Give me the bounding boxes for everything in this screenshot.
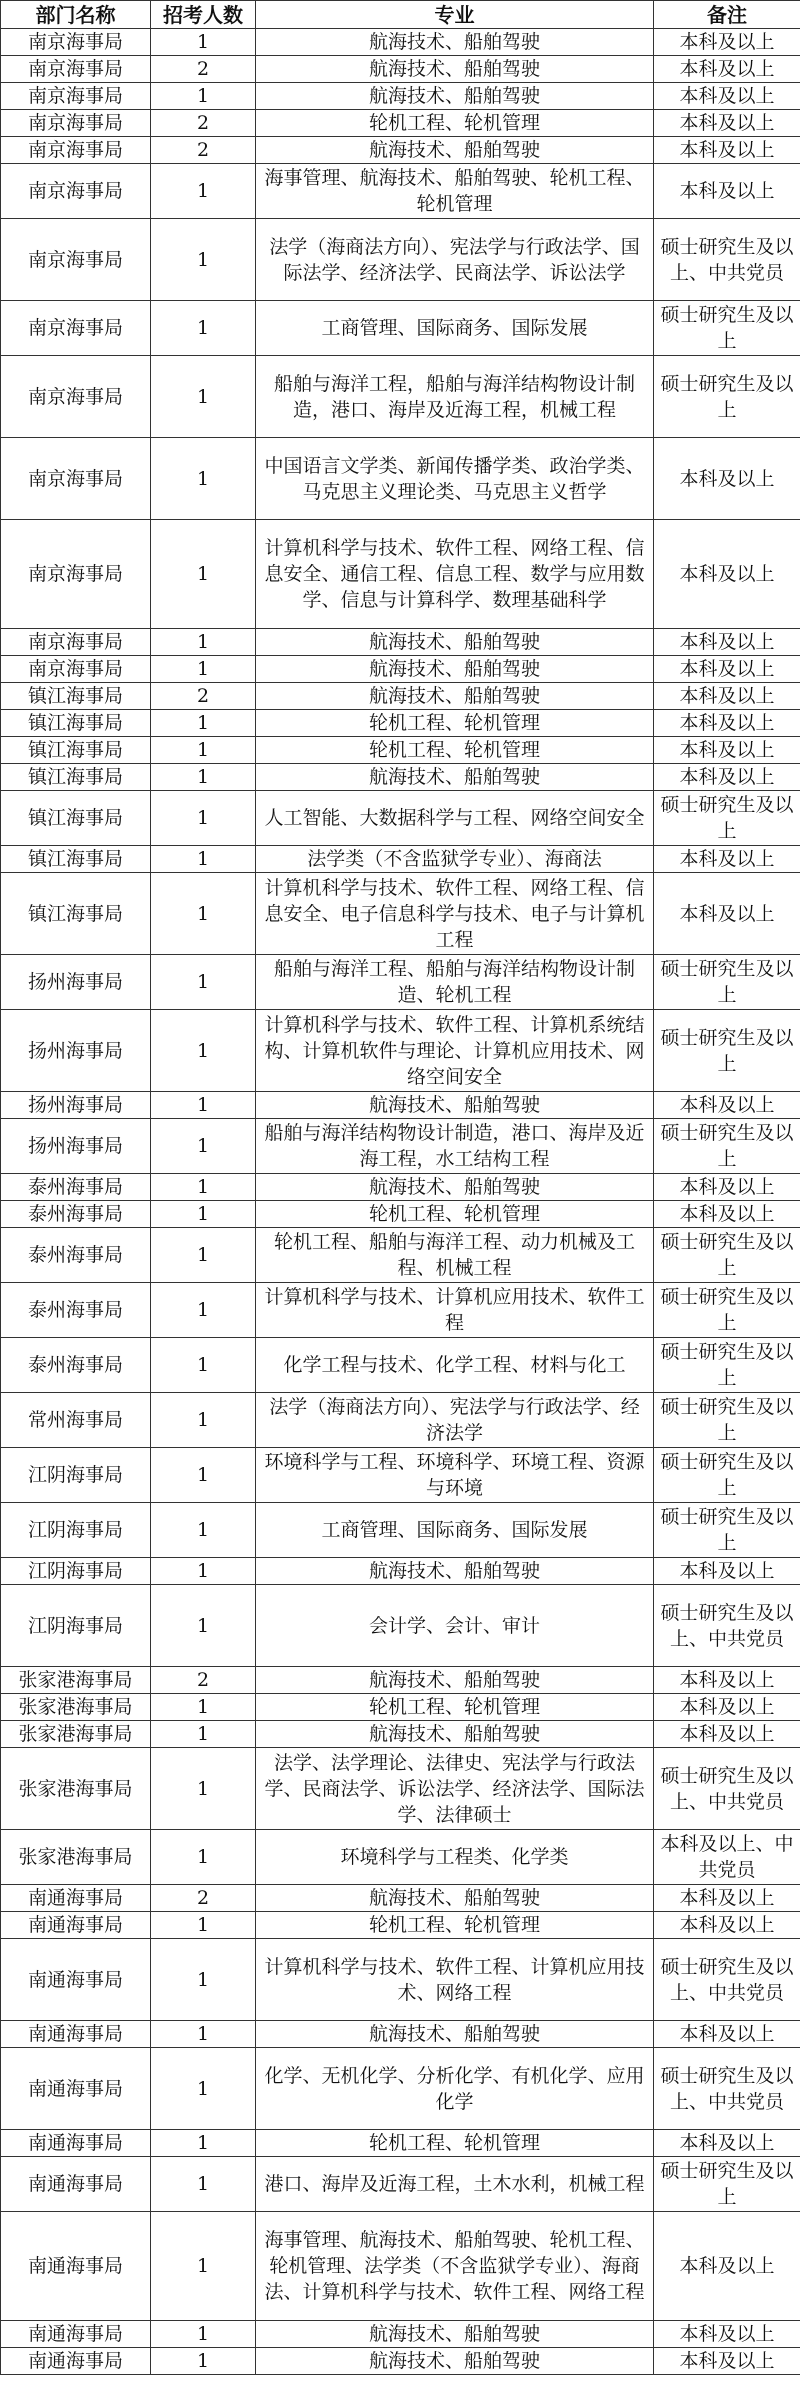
cell-count: 1 <box>151 2321 256 2348</box>
cell-dept: 扬州海事局 <box>1 1010 151 1092</box>
cell-note: 硕士研究生及以上 <box>654 1283 800 1338</box>
cell-dept: 泰州海事局 <box>1 1283 151 1338</box>
cell-note: 本科及以上 <box>654 873 800 955</box>
cell-note: 硕士研究生及以上 <box>654 2157 800 2212</box>
cell-major: 会计学、会计、审计 <box>256 1585 654 1667</box>
cell-note: 硕士研究生及以上 <box>654 301 800 356</box>
cell-major: 轮机工程、轮机管理 <box>256 110 654 137</box>
table-row <box>1 1283 800 1338</box>
cell-major: 航海技术、船舶驾驶 <box>256 764 654 791</box>
cell-count: 1 <box>151 764 256 791</box>
cell-count: 1 <box>151 1558 256 1585</box>
cell-note: 硕士研究生及以上 <box>654 791 800 846</box>
cell-dept: 南通海事局 <box>1 2021 151 2048</box>
cell-major: 轮机工程、轮机管理 <box>256 710 654 737</box>
cell-note: 硕士研究生及以上 <box>654 1228 800 1283</box>
cell-dept: 常州海事局 <box>1 1393 151 1448</box>
table-row <box>1 1694 800 1721</box>
table-row <box>1 29 800 56</box>
table-row <box>1 683 800 710</box>
cell-count: 1 <box>151 1201 256 1228</box>
table-row <box>1 1010 800 1092</box>
cell-dept: 南通海事局 <box>1 1912 151 1939</box>
table-row <box>1 1912 800 1939</box>
cell-note: 本科及以上 <box>654 2212 800 2321</box>
cell-dept: 江阴海事局 <box>1 1558 151 1585</box>
cell-major: 港口、海岸及近海工程，土木水利，机械工程 <box>256 2157 654 2212</box>
table-row <box>1 1721 800 1748</box>
cell-major: 法学类（不含监狱学专业）、海商法 <box>256 846 654 873</box>
cell-major: 航海技术、船舶驾驶 <box>256 1667 654 1694</box>
cell-note: 本科及以上 <box>654 2130 800 2157</box>
cell-note: 本科及以上、中共党员 <box>654 1830 800 1885</box>
cell-note: 本科及以上 <box>654 110 800 137</box>
cell-dept: 泰州海事局 <box>1 1228 151 1283</box>
cell-major: 航海技术、船舶驾驶 <box>256 1558 654 1585</box>
table-row <box>1 1201 800 1228</box>
cell-count: 1 <box>151 1585 256 1667</box>
cell-note: 本科及以上 <box>654 2321 800 2348</box>
cell-dept: 南京海事局 <box>1 656 151 683</box>
table-row <box>1 2048 800 2130</box>
cell-major: 轮机工程、轮机管理 <box>256 737 654 764</box>
table-row <box>1 2348 800 2375</box>
cell-major: 法学（海商法方向）、宪法学与行政法学、经济法学 <box>256 1393 654 1448</box>
header-count: 招考人数 <box>151 1 256 29</box>
cell-note: 本科及以上 <box>654 1174 800 1201</box>
table-row <box>1 2130 800 2157</box>
cell-dept: 南京海事局 <box>1 438 151 520</box>
cell-dept: 镇江海事局 <box>1 683 151 710</box>
cell-note: 本科及以上 <box>654 520 800 629</box>
cell-note: 本科及以上 <box>654 764 800 791</box>
table-row <box>1 846 800 873</box>
cell-count: 1 <box>151 629 256 656</box>
table-row <box>1 791 800 846</box>
table-row <box>1 2321 800 2348</box>
cell-note: 本科及以上 <box>654 164 800 219</box>
cell-major: 计算机科学与技术、计算机应用技术、软件工程 <box>256 1283 654 1338</box>
cell-note: 硕士研究生及以上、中共党员 <box>654 1748 800 1830</box>
cell-major: 轮机工程、轮机管理 <box>256 1694 654 1721</box>
cell-dept: 扬州海事局 <box>1 1119 151 1174</box>
cell-count: 1 <box>151 873 256 955</box>
cell-dept: 江阴海事局 <box>1 1503 151 1558</box>
cell-count: 1 <box>151 1721 256 1748</box>
cell-dept: 南京海事局 <box>1 110 151 137</box>
cell-dept: 张家港海事局 <box>1 1667 151 1694</box>
cell-major: 航海技术、船舶驾驶 <box>256 683 654 710</box>
cell-note: 硕士研究生及以上、中共党员 <box>654 1585 800 1667</box>
table-row <box>1 1748 800 1830</box>
cell-count: 1 <box>151 2021 256 2048</box>
cell-note: 本科及以上 <box>654 683 800 710</box>
cell-note: 硕士研究生及以上 <box>654 356 800 438</box>
table-row <box>1 356 800 438</box>
cell-major: 计算机科学与技术、软件工程、计算机系统结构、计算机软件与理论、计算机应用技术、网络空间安全 <box>256 1010 654 1092</box>
table-row <box>1 1092 800 1119</box>
header-major: 专业 <box>256 1 654 29</box>
table-row <box>1 301 800 356</box>
table-row <box>1 1228 800 1283</box>
table-row <box>1 1338 800 1393</box>
cell-count: 1 <box>151 1283 256 1338</box>
cell-dept: 江阴海事局 <box>1 1448 151 1503</box>
table-row <box>1 955 800 1010</box>
cell-dept: 南通海事局 <box>1 1885 151 1912</box>
cell-count: 1 <box>151 1393 256 1448</box>
cell-major: 工商管理、国际商务、国际发展 <box>256 1503 654 1558</box>
cell-count: 2 <box>151 1667 256 1694</box>
cell-major: 计算机科学与技术、软件工程、网络工程、信息安全、电子信息科学与技术、电子与计算机工程 <box>256 873 654 955</box>
cell-major: 轮机工程、轮机管理 <box>256 1912 654 1939</box>
cell-count: 1 <box>151 164 256 219</box>
cell-note: 本科及以上 <box>654 1912 800 1939</box>
cell-note: 本科及以上 <box>654 710 800 737</box>
cell-note: 本科及以上 <box>654 2021 800 2048</box>
cell-major: 航海技术、船舶驾驶 <box>256 1885 654 1912</box>
cell-count: 1 <box>151 1119 256 1174</box>
cell-major: 航海技术、船舶驾驶 <box>256 137 654 164</box>
cell-dept: 南通海事局 <box>1 2348 151 2375</box>
table-row <box>1 164 800 219</box>
cell-dept: 泰州海事局 <box>1 1201 151 1228</box>
cell-note: 硕士研究生及以上 <box>654 1393 800 1448</box>
cell-count: 1 <box>151 83 256 110</box>
cell-note: 本科及以上 <box>654 137 800 164</box>
table-row <box>1 1448 800 1503</box>
cell-major: 船舶与海洋工程，船舶与海洋结构物设计制造，港口、海岸及近海工程，机械工程 <box>256 356 654 438</box>
cell-major: 船舶与海洋工程、船舶与海洋结构物设计制造、轮机工程 <box>256 955 654 1010</box>
cell-dept: 南京海事局 <box>1 301 151 356</box>
cell-count: 1 <box>151 1912 256 1939</box>
table-row <box>1 710 800 737</box>
cell-dept: 南京海事局 <box>1 29 151 56</box>
cell-count: 2 <box>151 56 256 83</box>
header-note: 备注 <box>654 1 800 29</box>
cell-note: 硕士研究生及以上、中共党员 <box>654 1939 800 2021</box>
cell-note: 硕士研究生及以上 <box>654 955 800 1010</box>
cell-dept: 镇江海事局 <box>1 764 151 791</box>
cell-note: 本科及以上 <box>654 1694 800 1721</box>
cell-count: 1 <box>151 2212 256 2321</box>
table-row <box>1 2212 800 2321</box>
table-row <box>1 1830 800 1885</box>
cell-count: 1 <box>151 2157 256 2212</box>
cell-major: 航海技术、船舶驾驶 <box>256 56 654 83</box>
cell-dept: 南通海事局 <box>1 2048 151 2130</box>
cell-count: 1 <box>151 1338 256 1393</box>
table-row <box>1 110 800 137</box>
cell-dept: 南京海事局 <box>1 219 151 301</box>
cell-major: 航海技术、船舶驾驶 <box>256 29 654 56</box>
cell-count: 1 <box>151 1694 256 1721</box>
cell-dept: 镇江海事局 <box>1 873 151 955</box>
cell-major: 航海技术、船舶驾驶 <box>256 1721 654 1748</box>
cell-count: 1 <box>151 737 256 764</box>
table-row <box>1 1885 800 1912</box>
cell-count: 1 <box>151 2348 256 2375</box>
cell-dept: 南京海事局 <box>1 629 151 656</box>
cell-count: 1 <box>151 29 256 56</box>
cell-dept: 镇江海事局 <box>1 737 151 764</box>
cell-note: 本科及以上 <box>654 846 800 873</box>
table-row <box>1 219 800 301</box>
table-row <box>1 438 800 520</box>
table-row <box>1 629 800 656</box>
cell-dept: 江阴海事局 <box>1 1585 151 1667</box>
cell-count: 1 <box>151 301 256 356</box>
cell-major: 法学（海商法方向）、宪法学与行政法学、国际法学、经济法学、民商法学、诉讼法学 <box>256 219 654 301</box>
cell-major: 计算机科学与技术、软件工程、网络工程、信息安全、通信工程、信息工程、数学与应用数学、信息与计算科学、数理基础科学 <box>256 520 654 629</box>
cell-count: 1 <box>151 710 256 737</box>
table-row <box>1 737 800 764</box>
cell-note: 本科及以上 <box>654 83 800 110</box>
table-row <box>1 656 800 683</box>
cell-count: 1 <box>151 1503 256 1558</box>
table-row <box>1 137 800 164</box>
cell-major: 航海技术、船舶驾驶 <box>256 2321 654 2348</box>
cell-dept: 南通海事局 <box>1 1939 151 2021</box>
table-row <box>1 1119 800 1174</box>
cell-note: 本科及以上 <box>654 56 800 83</box>
cell-major: 航海技术、船舶驾驶 <box>256 656 654 683</box>
cell-dept: 泰州海事局 <box>1 1174 151 1201</box>
cell-note: 本科及以上 <box>654 1201 800 1228</box>
cell-major: 航海技术、船舶驾驶 <box>256 83 654 110</box>
cell-count: 2 <box>151 110 256 137</box>
cell-major: 航海技术、船舶驾驶 <box>256 1092 654 1119</box>
cell-note: 硕士研究生及以上 <box>654 1448 800 1503</box>
cell-note: 硕士研究生及以上 <box>654 1010 800 1092</box>
cell-count: 1 <box>151 1092 256 1119</box>
cell-dept: 张家港海事局 <box>1 1694 151 1721</box>
table-row <box>1 1393 800 1448</box>
cell-note: 本科及以上 <box>654 1667 800 1694</box>
cell-note: 本科及以上 <box>654 629 800 656</box>
cell-note: 硕士研究生及以上 <box>654 1338 800 1393</box>
cell-count: 1 <box>151 955 256 1010</box>
table-body <box>1 29 800 2375</box>
cell-dept: 镇江海事局 <box>1 846 151 873</box>
cell-dept: 镇江海事局 <box>1 710 151 737</box>
cell-dept: 南京海事局 <box>1 56 151 83</box>
cell-note: 硕士研究生及以上 <box>654 1503 800 1558</box>
cell-count: 1 <box>151 438 256 520</box>
cell-count: 1 <box>151 1174 256 1201</box>
table-row <box>1 520 800 629</box>
cell-count: 1 <box>151 846 256 873</box>
cell-count: 1 <box>151 356 256 438</box>
cell-major: 工商管理、国际商务、国际发展 <box>256 301 654 356</box>
cell-major: 环境科学与工程类、化学类 <box>256 1830 654 1885</box>
cell-count: 1 <box>151 791 256 846</box>
table-row <box>1 873 800 955</box>
cell-dept: 南京海事局 <box>1 356 151 438</box>
cell-major: 海事管理、航海技术、船舶驾驶、轮机工程、轮机管理、法学类（不含监狱学专业）、海商法、计算机科学与技术、软件工程、网络工程 <box>256 2212 654 2321</box>
cell-note: 本科及以上 <box>654 656 800 683</box>
cell-major: 计算机科学与技术、软件工程、计算机应用技术、网络工程 <box>256 1939 654 2021</box>
cell-dept: 南京海事局 <box>1 137 151 164</box>
cell-count: 1 <box>151 520 256 629</box>
cell-dept: 南通海事局 <box>1 2130 151 2157</box>
cell-dept: 镇江海事局 <box>1 791 151 846</box>
cell-count: 1 <box>151 1939 256 2021</box>
cell-major: 航海技术、船舶驾驶 <box>256 629 654 656</box>
table-row <box>1 83 800 110</box>
cell-dept: 扬州海事局 <box>1 1092 151 1119</box>
cell-count: 1 <box>151 219 256 301</box>
cell-note: 硕士研究生及以上、中共党员 <box>654 2048 800 2130</box>
cell-count: 1 <box>151 1228 256 1283</box>
cell-major: 人工智能、大数据科学与工程、网络空间安全 <box>256 791 654 846</box>
cell-major: 轮机工程、轮机管理 <box>256 2130 654 2157</box>
cell-note: 本科及以上 <box>654 737 800 764</box>
cell-note: 本科及以上 <box>654 438 800 520</box>
cell-major: 环境科学与工程、环境科学、环境工程、资源与环境 <box>256 1448 654 1503</box>
cell-note: 硕士研究生及以上 <box>654 1119 800 1174</box>
cell-major: 航海技术、船舶驾驶 <box>256 2348 654 2375</box>
cell-dept: 张家港海事局 <box>1 1748 151 1830</box>
cell-note: 本科及以上 <box>654 1092 800 1119</box>
cell-count: 1 <box>151 1830 256 1885</box>
table-row <box>1 1558 800 1585</box>
cell-count: 2 <box>151 1885 256 1912</box>
table-row <box>1 2157 800 2212</box>
cell-count: 2 <box>151 683 256 710</box>
cell-major: 轮机工程、轮机管理 <box>256 1201 654 1228</box>
table-row <box>1 1503 800 1558</box>
table-header-row <box>1 1 800 29</box>
table-row <box>1 1939 800 2021</box>
cell-major: 化学工程与技术、化学工程、材料与化工 <box>256 1338 654 1393</box>
cell-note: 本科及以上 <box>654 2348 800 2375</box>
cell-dept: 南京海事局 <box>1 164 151 219</box>
cell-major: 化学、无机化学、分析化学、有机化学、应用化学 <box>256 2048 654 2130</box>
cell-note: 本科及以上 <box>654 1721 800 1748</box>
cell-major: 航海技术、船舶驾驶 <box>256 2021 654 2048</box>
cell-dept: 南通海事局 <box>1 2321 151 2348</box>
cell-dept: 南通海事局 <box>1 2157 151 2212</box>
cell-major: 轮机工程、船舶与海洋工程、动力机械及工程、机械工程 <box>256 1228 654 1283</box>
cell-note: 硕士研究生及以上、中共党员 <box>654 219 800 301</box>
cell-dept: 泰州海事局 <box>1 1338 151 1393</box>
cell-count: 1 <box>151 656 256 683</box>
table-row <box>1 1585 800 1667</box>
cell-note: 本科及以上 <box>654 29 800 56</box>
table-row <box>1 1174 800 1201</box>
cell-major: 法学、法学理论、法律史、宪法学与行政法学、民商法学、诉讼法学、经济法学、国际法学、法律硕士 <box>256 1748 654 1830</box>
cell-dept: 张家港海事局 <box>1 1721 151 1748</box>
cell-dept: 扬州海事局 <box>1 955 151 1010</box>
cell-major: 海事管理、航海技术、船舶驾驶、轮机工程、轮机管理 <box>256 164 654 219</box>
cell-major: 中国语言文学类、新闻传播学类、政治学类、马克思主义理论类、马克思主义哲学 <box>256 438 654 520</box>
cell-dept: 南通海事局 <box>1 2212 151 2321</box>
cell-count: 1 <box>151 2130 256 2157</box>
table-row <box>1 2021 800 2048</box>
header-dept: 部门名称 <box>1 1 151 29</box>
table-row <box>1 1667 800 1694</box>
cell-count: 1 <box>151 1448 256 1503</box>
cell-dept: 南京海事局 <box>1 520 151 629</box>
cell-dept: 南京海事局 <box>1 83 151 110</box>
cell-count: 1 <box>151 2048 256 2130</box>
cell-major: 船舶与海洋结构物设计制造，港口、海岸及近海工程，水工结构工程 <box>256 1119 654 1174</box>
cell-count: 1 <box>151 1010 256 1092</box>
cell-note: 本科及以上 <box>654 1558 800 1585</box>
cell-count: 1 <box>151 1748 256 1830</box>
table-row <box>1 764 800 791</box>
cell-note: 本科及以上 <box>654 1885 800 1912</box>
cell-major: 航海技术、船舶驾驶 <box>256 1174 654 1201</box>
cell-count: 2 <box>151 137 256 164</box>
cell-dept: 张家港海事局 <box>1 1830 151 1885</box>
table-row <box>1 56 800 83</box>
